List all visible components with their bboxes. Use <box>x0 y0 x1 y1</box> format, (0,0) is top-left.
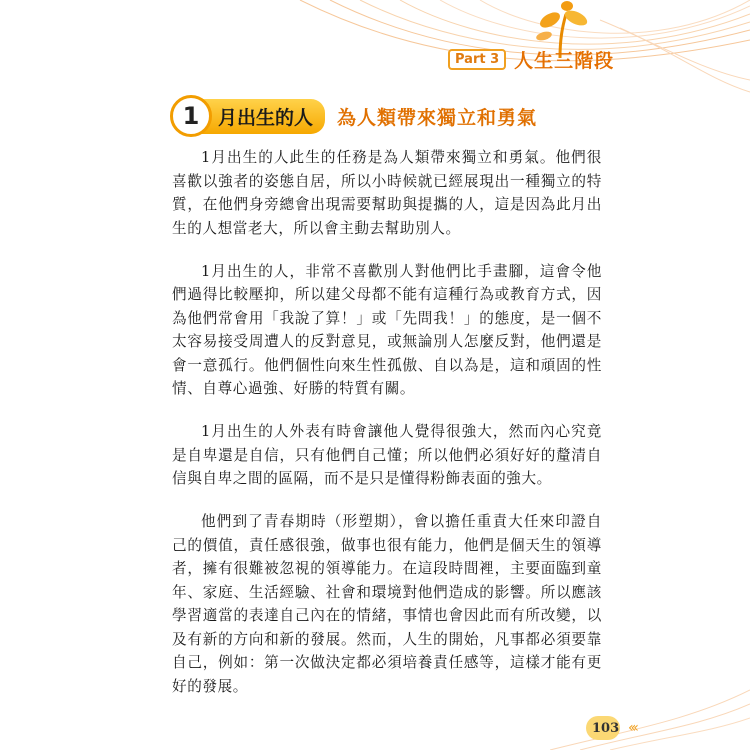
page-number: 103 <box>592 721 620 736</box>
section-month-label: 月出生的人 <box>200 99 325 134</box>
paragraph-1: 1月出生的人此生的任務是為人類帶來獨立和勇氣。他們很喜歡以強者的姿態自居，所以小時候就已經展現出一種獨立的特質，在他們身旁總會出現需要幫助與提攜的人，這是因為此月出生的人想當老大，所以會主動去幫助別人。 <box>172 149 602 237</box>
section-heading <box>170 95 537 137</box>
section-number: 1 <box>170 95 212 137</box>
body-text <box>172 146 602 718</box>
paragraph-4: 他們到了青春期時（形塑期），會以擔任重責大任來印證自己的價值，責任感很強，做事也很有能力，他們是個天生的領導者，擁有很難被忽視的領導能力。在這段時間裡，主要面臨到童年、家庭、生活經驗、社會和環境對他們造成的影響。所以應該學習適當的表達自己內在的情緒，事情也會因此而有所改變，以及有新的方向和新的發展。然而，人生的開始，凡事都必須要靠自己，例如：第一次做決定都必須培養責任感等，這樣才能有更好的發展。 <box>172 513 602 695</box>
paragraph-2: 1月出生的人，非常不喜歡別人對他們比手畫腳，這會令他們過得比較壓抑，所以建父母都不能有這種行為或教育方式，因為他們常會用「我說了算！」或「先問我！」的態度，是一個不太容易接受周遭人的反對意見，或無論別人怎麼反對，他們還是會一意孤行。他們個性向來生性孤傲、自以為是，這和頑固的性情、自尊心過強、好勝的特質有關。 <box>172 262 602 397</box>
decorative-swirl-bottom <box>550 670 750 750</box>
paragraph-3: 1月出生的人外表有時會讓他人覺得很強大，然而內心究竟是自卑還是自信，只有他們自己懂；所以他們必須好好的釐清自信與自卑之間的區隔，而不是只是懂得粉飾表面的強大。 <box>172 423 602 487</box>
section-subtitle: 為人類帶來獨立和勇氣 <box>337 106 538 129</box>
chapter-header <box>448 46 614 73</box>
part-badge: Part 3 <box>448 49 506 70</box>
chevron-left-icon: ‹‹‹ <box>628 720 636 736</box>
chapter-title: 人生三階段 <box>514 50 615 72</box>
